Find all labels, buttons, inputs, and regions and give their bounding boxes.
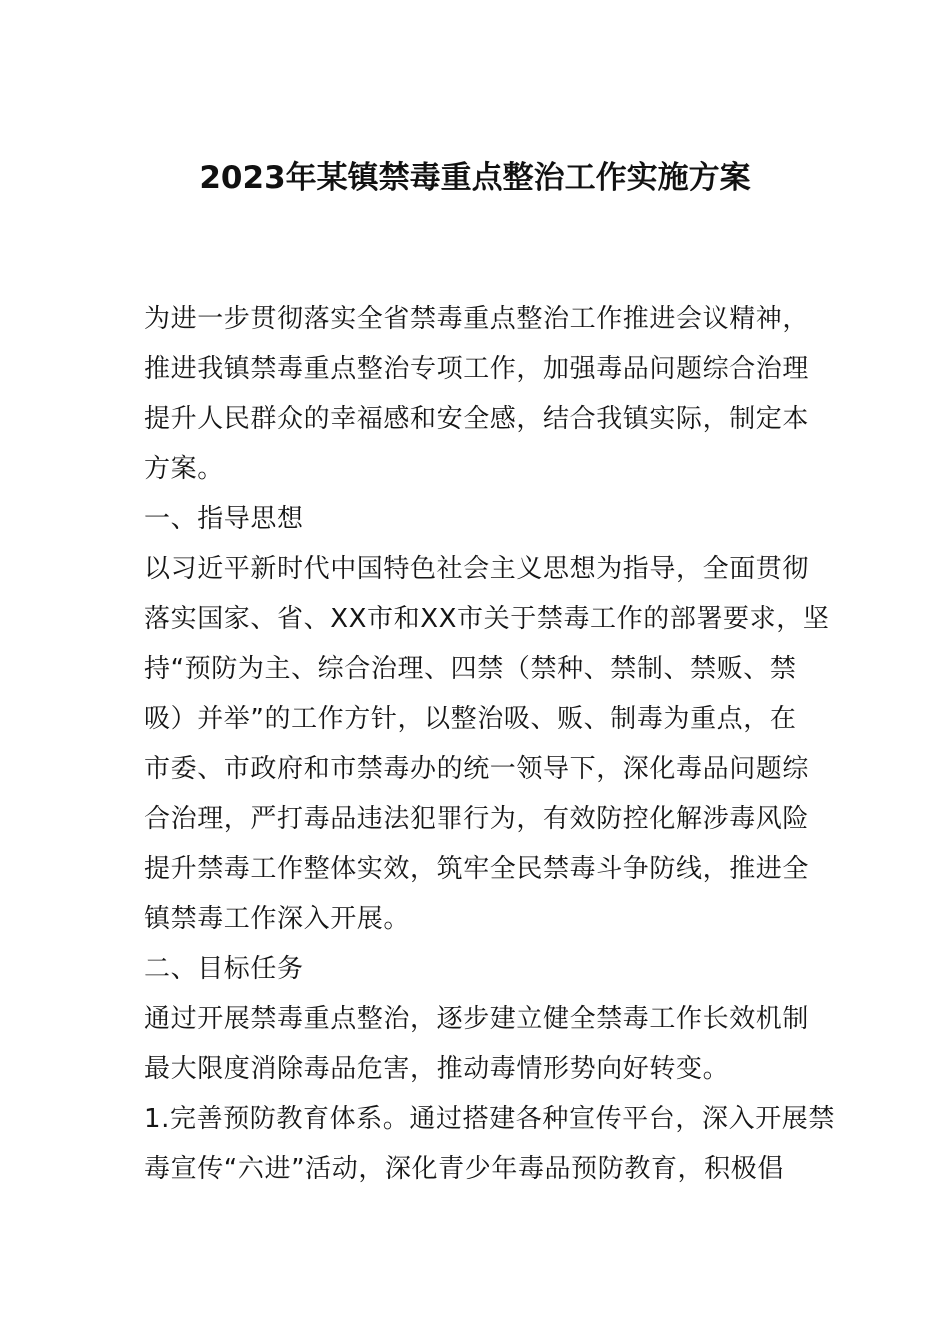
- paragraph-line: 1.完善预防教育体系。通过搭建各种宣传平台，深入开展禁: [144, 1104, 836, 1134]
- paragraph-line: 合治理，严打毒品违法犯罪行为，有效防控化解涉毒风险: [144, 804, 810, 834]
- paragraph-line: 市委、市政府和市禁毒办的统一领导下，深化毒品问题综: [144, 754, 810, 784]
- paragraph-line: 提升人民群众的幸福感和安全感，结合我镇实际，制定本: [144, 404, 810, 434]
- paragraph-line: 提升禁毒工作整体实效，筑牢全民禁毒斗争防线，推进全: [144, 854, 810, 884]
- paragraph-line: 通过开展禁毒重点整治，逐步建立健全禁毒工作长效机制: [144, 1004, 810, 1034]
- paragraph-line: 方案。: [144, 454, 224, 484]
- paragraph-line: 落实国家、省、XX市和XX市关于禁毒工作的部署要求，坚: [144, 604, 830, 634]
- paragraph-line: 最大限度消除毒品危害，推动毒情形势向好转变。: [144, 1054, 730, 1084]
- paragraph-line: 为进一步贯彻落实全省禁毒重点整治工作推进会议精神，: [144, 304, 810, 334]
- paragraph-line: 毒宣传“六进”活动，深化青少年毒品预防教育，积极倡: [144, 1154, 784, 1184]
- paragraph-line: 以习近平新时代中国特色社会主义思想为指导，全面贯彻: [144, 554, 810, 584]
- paragraph-line: 持“预防为主、综合治理、四禁（禁种、禁制、禁贩、禁: [144, 654, 797, 684]
- paragraph-line: 吸）并举”的工作方针，以整治吸、贩、制毒为重点，在: [144, 704, 797, 734]
- document-body: [144, 294, 836, 1194]
- section-heading-guiding-ideology: 一、指导思想: [144, 504, 304, 534]
- section-heading-goals-tasks: 二、目标任务: [144, 954, 304, 984]
- paragraph-line: 镇禁毒工作深入开展。: [144, 904, 411, 934]
- paragraph-line: 推进我镇禁毒重点整治专项工作，加强毒品问题综合治理: [144, 354, 810, 384]
- document-title: 2023年某镇禁毒重点整治工作实施方案: [199, 160, 751, 196]
